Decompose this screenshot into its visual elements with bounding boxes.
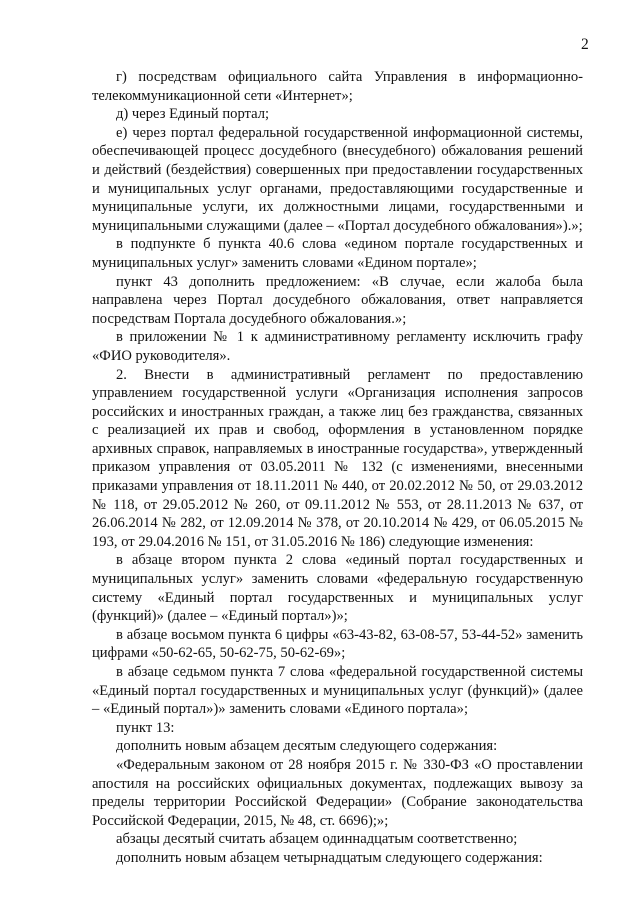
paragraph: д) через Единый портал;: [116, 106, 270, 123]
paragraph: в подпункте б пункта 40.6 слова «едином портале государственных и муниципальных услуг» заменить словами «Едином портале»;: [92, 236, 583, 271]
paragraph: г) посредствам официального сайта Управления в информационно-телекоммуникационной сети «Интернет»;: [92, 69, 583, 104]
document-body: [92, 68, 583, 868]
paragraph: дополнить новым абзацем десятым следующего содержания:: [116, 738, 498, 755]
paragraph: в приложении № 1 к административному регламенту исключить графу «ФИО руководителя».: [92, 329, 583, 364]
paragraph: в абзаце втором пункта 2 слова «единый портал государственных и муниципальных услуг» заменить словами «федеральную государственную систему «Единый портал государственных и муниципальных услуг (функций)» (далее – «Единый портал»)»;: [92, 552, 583, 625]
paragraph: абзацы десятый считать абзацем одиннадцатым соответственно;: [116, 831, 518, 848]
page-number: 2: [581, 36, 589, 53]
paragraph: пункт 43 дополнить предложением: «В случае, если жалоба была направлена через Портал досудебного обжалования, ответ направляется посредствам Портала досудебного обжалования.»;: [92, 273, 583, 327]
paragraph: «Федеральным законом от 28 ноября 2015 г. № 330-ФЗ «О проставлении апостиля на российских официальных документах, подлежащих вывозу за пределы территории Российской Федерации» (Собрание законодательства Российской Федерации, 2015, № 48, ст. 6696);»;: [92, 756, 583, 829]
paragraph: в абзаце седьмом пункта 7 слова «федеральной государственной системы «Единый портал государственных и муниципальных услуг (функций)» (далее – «Единый портал»)» заменить словами «Единого портала»;: [92, 664, 583, 718]
paragraph: 2. Внести в административный регламент по предоставлению управлением государственной услуги «Организация исполнения запросов российских и иностранных граждан, а также лиц без гражданства, связанных с реализацией их прав и свобод, оформления в установленном порядке архивных справок, направляемых в иностранные государства», утвержденный приказом управления от 03.05.2011 № 132 (с изменениями, внесенными приказами управления от 18.11.2011 № 440, от 20.02.2012 № 50, от 29.03.2012 № 118, от 29.05.2012 № 260, от 09.11.2012 № 553, от 28.11.2013 № 637, от 26.06.2014 № 282, от 12.09.2014 № 378, от 20.10.2014 № 429, от 06.05.2015 № 193, от 29.04.2016 № 151, от 31.05.2016 № 186) следующие изменения:: [92, 366, 583, 550]
paragraph: в абзаце восьмом пункта 6 цифры «63-43-82, 63-08-57, 53-44-52» заменить цифрами «50-62-65, 50-62-75, 50-62-69»;: [92, 626, 583, 662]
paragraph: дополнить новым абзацем четырнадцатым следующего содержания:: [116, 849, 543, 866]
paragraph: пункт 13:: [116, 719, 175, 736]
paragraph: е) через портал федеральной государственной информационной системы, обеспечивающей процесс досудебного (внесудебного) обжалования решений и действий (бездействия) совершенных при предоставлении государственных и муниципальных услуг органами, предоставляющими государственные и муниципальные услуги, их должностными лицами, государственными и муниципальными служащими (далее – «Портал досудебного обжалования»).»;: [92, 124, 583, 234]
